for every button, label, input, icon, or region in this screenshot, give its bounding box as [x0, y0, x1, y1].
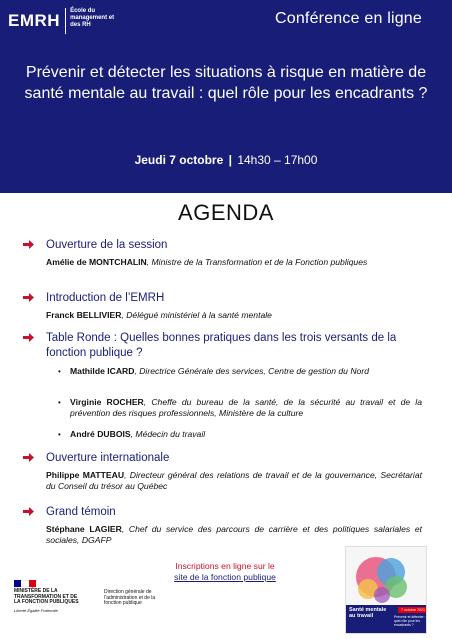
republic-motto: Liberté Égalité Fraternité — [14, 607, 58, 613]
agenda-item-speaker — [46, 524, 422, 546]
speaker-name: Virginie ROCHER — [70, 397, 144, 407]
agenda-item-speaker — [46, 470, 422, 492]
agenda-item-grand-temoin — [46, 505, 422, 546]
speaker-name: Philippe MATTEAU — [46, 470, 125, 480]
red-arrow-icon — [23, 293, 34, 302]
agenda-item-speaker — [46, 310, 422, 321]
speaker-role: , Directrice Générale des services, Centre de gestion du Nord — [134, 366, 369, 376]
round-table-speaker — [58, 366, 422, 377]
poster-title: Santé mentale au travail — [349, 607, 387, 619]
ministry-name: MINISTÈRE DE LA TRANSFORMATION ET DE LA FONCTION PUBLIQUES — [14, 588, 79, 605]
speaker-name: Mathilde ICARD — [70, 366, 135, 376]
speaker-name: Amélie de MONTCHALIN — [46, 257, 147, 267]
red-arrow-icon — [23, 333, 34, 342]
agenda-item-title: Introduction de l’EMRH — [46, 292, 165, 304]
speaker-name: Stéphane LAGIER — [46, 524, 122, 534]
bullet-dot: • — [58, 398, 61, 407]
speaker-role: , Directeur général des relations de travail et de la gouvernance, Secrétariat du Conseil du trésor au Québec — [46, 470, 422, 491]
agenda-item-international — [46, 451, 422, 492]
registration-text: Inscriptions en ligne sur le — [175, 561, 275, 571]
date-separator: | — [228, 153, 232, 167]
agenda-item-title: Ouverture de la session — [46, 239, 168, 251]
round-table-speaker — [58, 397, 422, 419]
emrh-logo-mark — [8, 8, 60, 29]
conference-label: Conférence en ligne — [274, 10, 422, 27]
emrh-logo-text: École du management et des RH — [70, 8, 115, 28]
speaker-name: Franck BELLIVIER — [46, 310, 122, 320]
agenda-item-introduction — [46, 291, 422, 321]
dgafp-label: Direction générale de l’administration et de la fonction publique — [104, 589, 156, 606]
speaker-role: , Médecin du travail — [130, 429, 206, 439]
ministry-logo — [14, 580, 84, 613]
red-arrow-icon — [23, 453, 34, 462]
red-arrow-icon — [23, 507, 34, 516]
event-poster-thumbnail — [345, 546, 427, 634]
speaker-role: , Cheffe du bureau de la santé, de la sécurité au travail et de la prévention des risques professionnels, Ministère de la culture — [70, 397, 422, 418]
agenda-item-opening — [46, 238, 422, 268]
agenda-item-speaker — [46, 257, 422, 268]
round-table-speaker — [58, 429, 422, 440]
bullet-dot: • — [58, 430, 61, 439]
bullet-dot: • — [58, 367, 61, 376]
speaker-role: , Ministre de la Transformation et de la Fonction publiques — [146, 257, 368, 267]
event-date-time — [0, 153, 452, 167]
marianne-flag-icon — [14, 580, 36, 587]
agenda-item-title: Grand témoin — [46, 506, 116, 518]
emrh-logo-letters: EMRH — [8, 11, 61, 30]
emrh-logo — [8, 8, 125, 34]
event-title: Prévenir et détecter les situations à risque en matière de santé mentale au travail : quel rôle pour les encadrants ? — [24, 64, 428, 102]
logo-divider — [65, 8, 66, 34]
poster-subtitle: Prévenir et détecter : quel rôle pour les encadrants ? — [394, 615, 426, 627]
registration-info — [150, 561, 300, 583]
agenda-title: AGENDA — [178, 200, 274, 225]
agenda-item-round-table — [46, 331, 422, 361]
poster-date: 7 octobre 2021 — [401, 608, 425, 612]
event-time: 14h30 – 17h00 — [237, 153, 318, 167]
header-banner — [0, 0, 452, 193]
red-arrow-icon — [23, 240, 34, 249]
speaker-name: André DUBOIS — [70, 429, 131, 439]
speaker-role: , Chef du service des parcours de carrière et des politiques salariales et sociales, DGAFP — [46, 524, 422, 545]
agenda-item-title: Ouverture internationale — [46, 452, 170, 464]
agenda-item-title: Table Ronde : Quelles bonnes pratiques dans les trois versants de la fonction publique ? — [46, 332, 397, 359]
speaker-role: , Délégué ministériel à la santé mentale — [121, 310, 272, 320]
event-date: Jeudi 7 octobre — [134, 153, 224, 167]
registration-link[interactable]: site de la fonction publique — [174, 572, 276, 582]
